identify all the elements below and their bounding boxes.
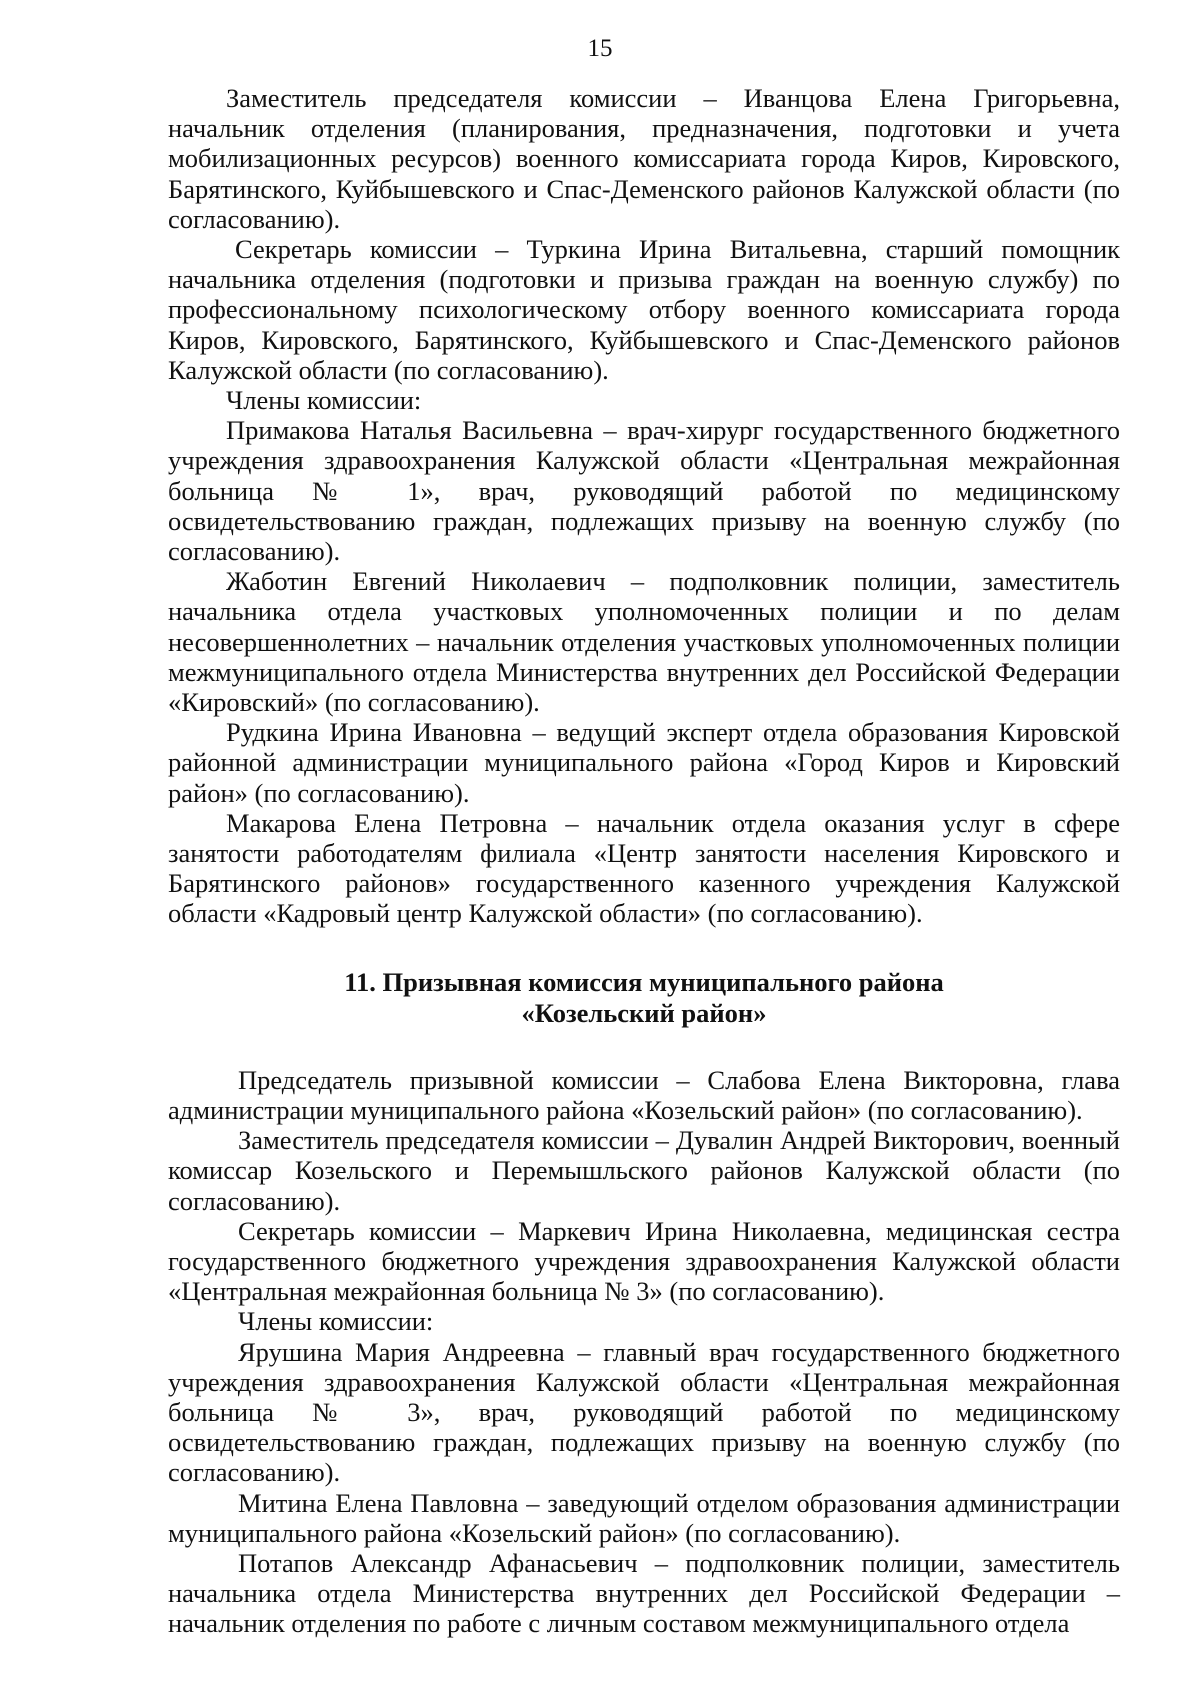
section-kirov-commission xyxy=(168,83,1120,929)
paragraph-secretary: Секретарь комиссии – Маркевич Ирина Николаевна, медицинская сестра государственного бюджетного учреждения здравоохранения Калужской области «Центральная межрайонная больница № 3» (по согласованию). xyxy=(168,1215,1120,1307)
paragraph-deputy-chair: Заместитель председателя комиссии – Иванцова Елена Григорьевна, начальник отделения (планирования, предназначения, подготовки и учета мобилизационных ресурсов) военного комиссариата города Киров, Кировского, Барятинского, Куйбышевского и Спас-Деменского районов Калужской области (по согласованию). xyxy=(168,83,1120,234)
paragraph-member: Потапов Александр Афанасьевич – подполковник полиции, заместитель начальника отдела Министерства внутренних дел Российской Федерации – начальник отделения по работе с личным составом межмуниципального отдела xyxy=(168,1547,1120,1639)
paragraph-deputy-chair: Заместитель председателя комиссии – Дувалин Андрей Викторович, военный комиссар Козельского и Перемышльского районов Калужской области (по согласованию). xyxy=(168,1125,1120,1216)
paragraph-chair: Председатель призывной комиссии – Слабова Елена Викторовна, глава администрации муниципального района «Козельский район» (по согласованию). xyxy=(168,1064,1120,1125)
section-heading-line: 11. Призывная комиссия муниципального района xyxy=(344,966,944,997)
page-number: 15 xyxy=(587,35,613,62)
paragraph-members-label: Члены комиссии: xyxy=(226,385,422,416)
section-kozelsk-commission xyxy=(168,1065,1120,1639)
paragraph-member: Ярушина Мария Андреевна – главный врач государственного бюджетного учреждения здравоохранения Калужской области «Центральная межрайонная больница № 3», врач, руководящий работой по медицинскому освидетельствованию граждан, подлежащих призыву на военную службу (по согласованию). xyxy=(168,1336,1120,1488)
paragraph-member: Митина Елена Павловна – заведующий отделом образования администрации муниципального района «Козельский район» (по согласованию). xyxy=(168,1487,1120,1548)
section-heading-line: «Козельский район» xyxy=(521,997,767,1028)
paragraph-secretary: Секретарь комиссии – Туркина Ирина Витальевна, старший помощник начальника отделения (подготовки и призыва граждан на военную службу) по профессиональному психологическому отбору военного комиссариата города Киров, Кировского, Барятинского, Куйбышевского и Спас-Деменского районов Калужской области (по согласованию). xyxy=(168,234,1120,385)
document-body xyxy=(168,83,1120,1639)
paragraph-member: Рудкина Ирина Ивановна – ведущий эксперт отдела образования Кировской районной администрации муниципального района «Город Киров и Кировский район» (по согласованию). xyxy=(168,717,1120,808)
paragraph-member: Примакова Наталья Васильевна – врач-хирург государственного бюджетного учреждения здравоохранения Калужской области «Центральная межрайонная больница № 1», врач, руководящий работой по медицинскому освидетельствованию граждан, подлежащих призыву на военную службу (по согласованию). xyxy=(168,415,1120,567)
paragraph-member: Макарова Елена Петровна – начальник отдела оказания услуг в сфере занятости работодателям филиала «Центр занятости населения Кировского и Барятинского районов» государственного казенного учреждения Калужской области «Кадровый центр Калужской области» (по согласованию). xyxy=(168,807,1120,929)
paragraph-members-label: Члены комиссии: xyxy=(238,1306,434,1337)
paragraph-member: Жаботин Евгений Николаевич – подполковник полиции, заместитель начальника отдела участковых уполномоченных полиции и по делам несовершеннолетних – начальник отделения участковых уполномоченных полиции межмуниципального отдела Министерства внутренних дел Российской Федерации «Кировский» (по согласованию). xyxy=(168,566,1120,718)
section-heading xyxy=(168,967,1120,1029)
